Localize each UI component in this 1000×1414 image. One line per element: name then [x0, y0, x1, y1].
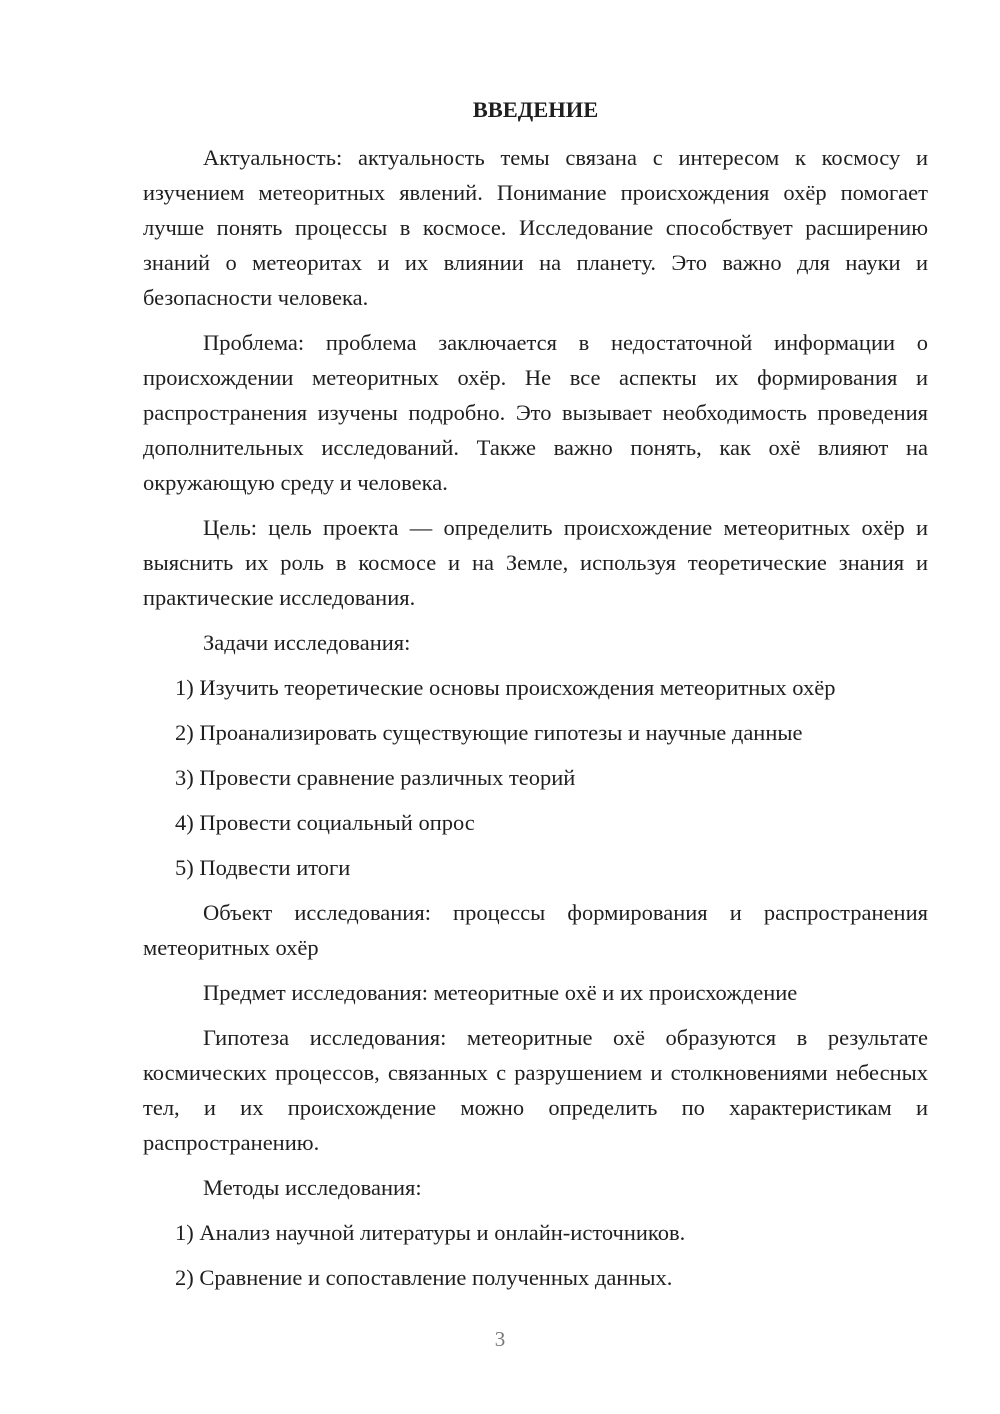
- page-number: 3: [494, 1327, 506, 1351]
- problem-paragraph: Проблема: проблема заключается в недостаточной информации о происхождении метеоритных охёр. Не все аспекты их формирования и распространения изучены подробно. Это вызывает необходимость проведения дополнительных исследований. Также важно понять, как охё влияют на окружающую среду и человека.: [143, 330, 928, 495]
- task-item-5: 5) Подвести итоги: [175, 855, 351, 880]
- object-paragraph: Объект исследования: процессы формирования и распространения метеоритных охёр: [143, 900, 928, 960]
- subject-paragraph: Предмет исследования: метеоритные охё и их происхождение: [203, 980, 798, 1005]
- section-title: ВВЕДЕНИЕ: [472, 97, 599, 122]
- method-item-2: 2) Сравнение и сопоставление полученных данных.: [175, 1265, 673, 1290]
- tasks-heading: Задачи исследования:: [203, 630, 411, 655]
- task-item-4: 4) Провести социальный опрос: [175, 810, 475, 835]
- task-item-3: 3) Провести сравнение различных теорий: [175, 765, 576, 790]
- task-item-2: 2) Проанализировать существующие гипотезы и научные данные: [175, 720, 803, 745]
- hypothesis-paragraph: Гипотеза исследования: метеоритные охё образуются в результате космических процессов, связанных с разрушением и столкновениями небесных тел, и их происхождение можно определить по характеристикам и распространению.: [143, 1025, 928, 1155]
- document-page: [143, 92, 928, 1305]
- relevance-paragraph: Актуальность: актуальность темы связана с интересом к космосу и изучением метеоритных явлений. Понимание происхождения охёр помогает лучше понять процессы в космосе. Исследование способствует расширению знаний о метеоритах и их влиянии на планету. Это важно для науки и безопасности человека.: [143, 145, 928, 310]
- methods-heading: Методы исследования:: [203, 1175, 422, 1200]
- method-item-1: 1) Анализ научной литературы и онлайн-источников.: [175, 1220, 686, 1245]
- task-item-1: 1) Изучить теоретические основы происхождения метеоритных охёр: [175, 675, 836, 700]
- goal-paragraph: Цель: цель проекта — определить происхождение метеоритных охёр и выяснить их роль в космосе и на Земле, используя теоретические знания и практические исследования.: [143, 515, 928, 610]
